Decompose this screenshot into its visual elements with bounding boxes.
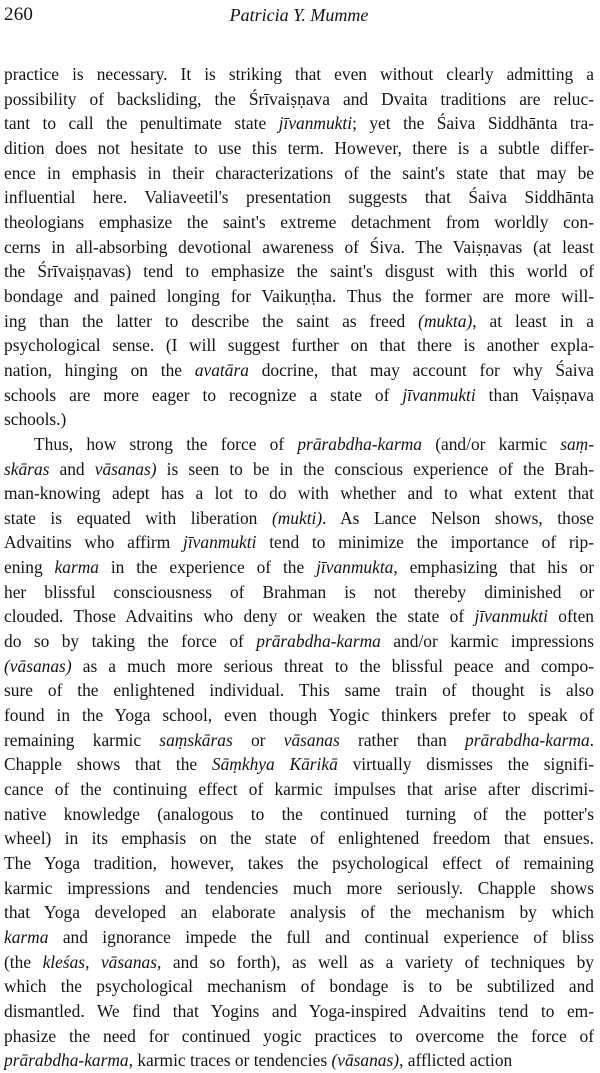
- text-run: Chapple shows that the: [4, 754, 212, 775]
- text-run: (and/or karmic: [422, 433, 561, 454]
- text-line: [4, 284, 594, 309]
- text-line: [4, 703, 594, 728]
- text-run: schools.): [4, 409, 67, 430]
- text-line: [4, 999, 594, 1024]
- text-run: dismantled. We find that Yogins and Yoga-inspired Advaitins tend to em-: [4, 1000, 594, 1021]
- text-line: [4, 481, 594, 506]
- text-run: , emphasizing that his or: [393, 557, 594, 578]
- text-run: man-knowing adept has a lot to do with whether and to what extent that: [4, 483, 594, 504]
- text-run: sure of the enlightened individual. This same train of thought is also: [4, 680, 594, 701]
- text-run: state is equated with liberation: [4, 507, 272, 528]
- text-run: . As Lance Nelson shows, those: [322, 507, 594, 528]
- italic-term: prārabdha-karma: [4, 1050, 129, 1071]
- text-run: (the: [4, 951, 43, 972]
- text-line: [4, 629, 594, 654]
- text-run: cance of the continuing effect of karmic impulses that arise after discrimi-: [4, 779, 594, 800]
- text-line: [4, 1024, 594, 1049]
- text-run: and/or karmic impressions: [380, 631, 595, 652]
- italic-term: jīvanmukti: [183, 532, 257, 553]
- text-line: [4, 826, 594, 851]
- text-line: [4, 580, 594, 605]
- text-run: docrine, that may account for why Śaiva: [248, 359, 594, 380]
- text-line: [4, 333, 594, 358]
- text-run: dition does not hesitate to use this term. However, there is a subtle differ-: [4, 137, 594, 158]
- text-line: [4, 851, 594, 876]
- text-run: , afflicted action: [399, 1050, 513, 1071]
- text-line: [4, 309, 594, 334]
- text-run: phasize the need for continued yogic practices to overcome the force of: [4, 1025, 594, 1046]
- text-run: as a much more serious threat to the blissful peace and compo-: [71, 655, 594, 676]
- text-run: that Yoga developed an elaborate analysis of the mechanism by which: [4, 902, 594, 923]
- text-run: found in the Yoga school, even though Yogic thinkers prefer to speak of: [4, 705, 594, 726]
- text-run: clouded. Those Advaitins who deny or weaken the state of: [4, 606, 475, 627]
- italic-term: karma: [4, 926, 49, 947]
- text-run: , at least in a: [472, 310, 594, 331]
- text-line: [4, 950, 594, 975]
- text-line: [4, 136, 594, 161]
- text-run: karmic impressions and tendencies much more seriously. Chapple shows: [4, 877, 594, 898]
- text-run: practice is necessary. It is striking that even without clearly admitting a: [4, 64, 594, 84]
- text-line: [4, 210, 594, 235]
- italic-term: prārabdha-karma: [465, 729, 590, 750]
- text-run: and ignorance impede the full and continual experience of bliss: [48, 926, 594, 947]
- text-line: [4, 555, 594, 580]
- italic-term: skāras: [4, 458, 50, 479]
- text-run: theologians emphasize the saint's extreme detachment from worldly con-: [4, 211, 594, 232]
- italic-term: karma: [54, 557, 99, 578]
- text-line: [4, 432, 594, 457]
- text-line: [4, 235, 594, 260]
- running-title: Patricia Y. Mumme: [229, 5, 369, 25]
- text-line: [4, 383, 594, 408]
- text-run: possibility of backsliding, the Śrīvaiṣṇava and Dvaita traditions are reluc-: [4, 88, 594, 109]
- text-line: [4, 900, 594, 925]
- text-run: the Śrīvaiṣṇavas) tend to emphasize the saint's disgust with this world of: [4, 261, 594, 282]
- text-line: [4, 259, 594, 284]
- italic-term: vāsanas): [94, 458, 157, 479]
- italic-term: (vāsanas): [4, 655, 72, 676]
- text-run: her blissful consciousness of Brahman is not thereby diminished or: [4, 581, 594, 602]
- text-run: ing than the latter to describe the saint as freed: [4, 310, 419, 331]
- text-run: schools are more eager to recognize a state of: [4, 384, 403, 405]
- text-line: [4, 777, 594, 802]
- body-text: [4, 62, 594, 1073]
- text-run: remaining karmic: [4, 729, 160, 750]
- text-run: ence in emphasis in their characterizations of the saint's state that may be: [4, 162, 594, 183]
- italic-term: Sāṃkhya Kārikā: [211, 754, 338, 775]
- text-line: [4, 925, 594, 950]
- text-run: native knowledge (analogous to the continued turning of the potter's: [4, 803, 594, 824]
- page-number: 260: [4, 4, 34, 25]
- text-run: and: [49, 458, 95, 479]
- text-run: nation, hinging on the: [4, 359, 195, 380]
- text-run: is seen to be in the conscious experience of the Brah-: [156, 458, 594, 479]
- paragraph: [4, 432, 594, 1073]
- text-line: [4, 678, 594, 703]
- text-line: [4, 604, 594, 629]
- text-run: psychological sense. (I will suggest further on that there is another expla-: [4, 335, 594, 356]
- text-line: [4, 802, 594, 827]
- text-run: bondage and pained longing for Vaikuṇṭha. Thus the former are more will-: [4, 285, 594, 306]
- italic-term: saṃ-: [560, 433, 595, 454]
- text-run: .: [589, 729, 595, 750]
- text-run: The Yoga tradition, however, takes the psychological effect of remaining: [4, 853, 594, 873]
- text-line: [4, 654, 594, 679]
- text-run: ening: [4, 557, 55, 578]
- text-line: [4, 185, 594, 210]
- text-line: [4, 728, 594, 753]
- text-run: which the psychological mechanism of bondage is to be subtilized and: [4, 976, 594, 997]
- italic-term: saṃskāras: [159, 729, 233, 750]
- text-line: [4, 752, 594, 777]
- italic-term: (vāsanas): [331, 1050, 400, 1071]
- italic-term: (mukta): [418, 310, 473, 331]
- text-run: cerns in all-absorbing devotional awareness of Śiva. The Vaiṣṇavas (at least: [4, 236, 594, 257]
- text-run: tant to call the penultimate state: [4, 113, 279, 134]
- text-line: [4, 161, 594, 186]
- paragraph: [4, 62, 594, 432]
- italic-term: kleśas, vāsanas,: [42, 951, 162, 972]
- text-line: [4, 506, 594, 531]
- text-run: influential here. Valiaveetil's presentation suggests that Śaiva Siddhānta: [4, 187, 594, 208]
- italic-term: jīvanmukti: [474, 606, 548, 627]
- italic-term: jīvanmukta: [316, 557, 394, 578]
- text-line: [4, 407, 594, 432]
- text-run: tend to minimize the importance of rip-: [256, 532, 594, 553]
- text-run: do so by taking the force of: [4, 631, 257, 652]
- italic-term: prārabdha-karma: [297, 433, 422, 454]
- text-run: and so forth), as well as a variety of techniques by: [161, 951, 594, 972]
- text-run: Thus, how strong the force of: [34, 433, 298, 454]
- text-line: [4, 457, 594, 482]
- italic-term: jīvanmukti: [278, 113, 353, 134]
- text-line: [4, 358, 594, 383]
- text-run: rather than: [339, 729, 466, 750]
- italic-term: vāsanas: [283, 729, 340, 750]
- text-line: [4, 1048, 594, 1073]
- text-run: than Vaiṣṇava: [475, 384, 594, 405]
- italic-term: (mukti): [271, 507, 323, 528]
- italic-term: avatāra: [194, 359, 249, 380]
- text-run: wheel) in its emphasis on the state of enlightened freedom that ensues.: [4, 828, 594, 849]
- text-run: virtually dismisses the signifi-: [337, 754, 594, 775]
- italic-term: prārabdha-karma: [256, 631, 381, 652]
- text-run: in the experience of the: [98, 557, 317, 578]
- text-line: [4, 876, 594, 901]
- text-line: [4, 530, 594, 555]
- text-run: , karmic traces or tendencies: [128, 1050, 332, 1071]
- text-line: [4, 62, 594, 87]
- running-head: [4, 2, 594, 30]
- text-line: [4, 87, 594, 112]
- text-run: ; yet the Śaiva Siddhānta tra-: [352, 113, 594, 134]
- text-line: [4, 111, 594, 136]
- text-run: Advaitins who affirm: [4, 532, 184, 553]
- text-run: or: [232, 729, 284, 750]
- italic-term: jīvanmukti: [402, 384, 476, 405]
- text-run: often: [547, 606, 594, 627]
- text-line: [4, 974, 594, 999]
